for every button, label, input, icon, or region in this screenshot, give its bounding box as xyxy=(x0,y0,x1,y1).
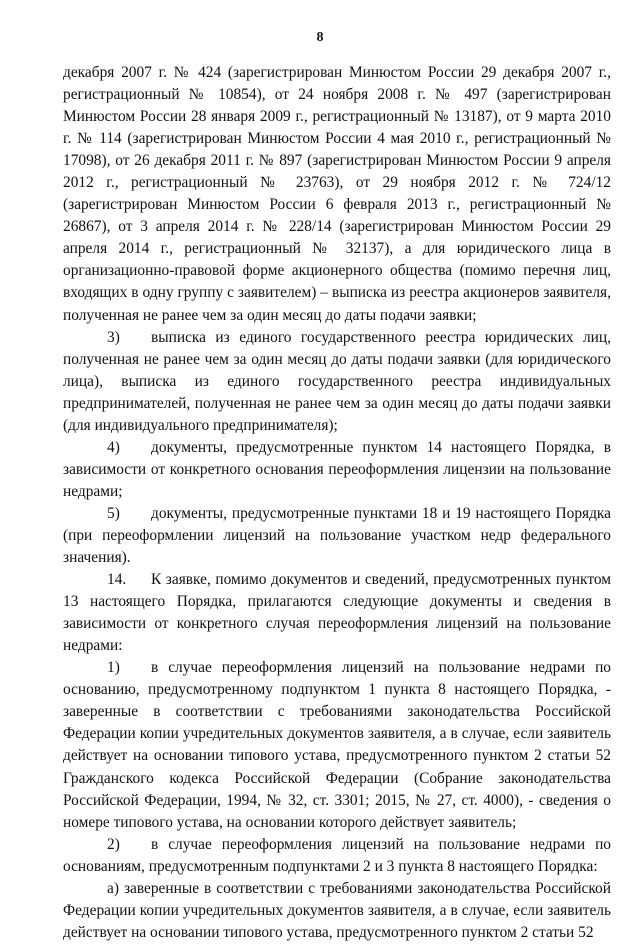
paragraph-text: а) заверенные в соответствии с требованиями законодательства Российской Федерации копии учредительных документов заявителя, а в случае, если заявитель действует на основании типового устава, предусмотренного пунктом 2 статьи 52 xyxy=(63,879,611,941)
list-item-3 xyxy=(63,327,611,437)
clause-number: 14. xyxy=(107,571,127,589)
paragraph-text: декабря 2007 г. № 424 (зарегистрирован Минюстом России 29 декабря 2007 г., регистрационный № 10854), от 24 ноября 2008 г. № 497 (зарегистрирован Минюстом России 28 января 2009 г., регистрационный № 13187), от 9 марта 2010 г. № 114 (зарегистрирован Минюстом России 4 мая 2010 г., регистрационный № 17098), от 26 декабря 2011 г. № 897 (зарегистрирован Минюстом России 9 апреля 2012 г., регистрационный № 23763), от 29 ноября 2012 г. № 724/12 (зарегистрирован Минюстом России 6 февраля 2013 г., регистрационный № 26867), от 3 апреля 2014 г. № 228/14 (зарегистрирован Минюстом России 29 апреля 2014 г., регистрационный № 32137), а для юридического лица в организационно-правовой форме акционерного общества (помимо перечня лиц, входящих в одну группу с заявителем) – выписка из реестра акционеров заявителя, полученная не ранее чем за один месяц до даты подачи заявки; xyxy=(63,64,611,324)
paragraph-text: выписка из единого государственного реестра юридических лиц, полученная не ранее чем за один месяц до даты подачи заявки (для юридического лица), выписка из единого государственного реестра индивидуальных предпринимателей, полученная не ранее чем за один месяц до даты подачи заявки (для индивидуального предпринимателя); xyxy=(63,328,611,434)
clause-14-item-1 xyxy=(63,657,611,833)
paragraph-text: документы, предусмотренные пунктом 14 настоящего Порядка, в зависимости от конкретного основания переоформления лицензии на пользование недрами; xyxy=(63,438,611,500)
list-item-number: 1) xyxy=(107,659,120,677)
sub-item-a xyxy=(63,878,611,944)
document-body xyxy=(63,62,611,944)
paragraph-continuation xyxy=(63,62,611,327)
paragraph-text: документы, предусмотренные пунктами 18 и 19 настоящего Порядка (при переоформлении лицензий на пользование участком недр федерального значения). xyxy=(63,504,611,567)
list-item-4 xyxy=(63,437,611,503)
list-item-number: 4) xyxy=(107,438,120,456)
paragraph-text: К заявке, помимо документов и сведений, предусмотренных пунктом 13 настоящего Порядка, прилагаются следующие документы и сведения в зависимости от конкретного случая переоформления лицензий на пользование недрами: xyxy=(63,571,611,655)
clause-14-item-2 xyxy=(63,834,611,878)
paragraph-text: в случае переоформления лицензий на пользование недрами по основанию, предусмотренному подпунктом 1 пункта 8 настоящего Порядка, - заверенные в соответствии с требованиями законодательства Российской Федерации копии учредительных документов заявителя, а в случае, если заявитель действует на основании типового устава, предусмотренного пунктом 2 статьи 52 Гражданского кодекса Российской Федерации (Собрание законодательства Российской Федерации, 1994, № 32, ст. 3301; 2015, № 27, ст. 4000), - сведения о номере типового устава, на основании которого действует заявитель; xyxy=(63,659,611,831)
clause-14 xyxy=(63,569,611,657)
page-number: 8 xyxy=(316,30,324,45)
list-item-5 xyxy=(63,503,611,569)
paragraph-text: в случае переоформления лицензий на пользование недрами по основаниям, предусмотренным подпунктами 2 и 3 пункта 8 настоящего Порядка: xyxy=(63,835,611,875)
list-item-number: 2) xyxy=(107,835,120,853)
list-item-number: 5) xyxy=(107,504,120,522)
list-item-number: 3) xyxy=(107,328,120,346)
